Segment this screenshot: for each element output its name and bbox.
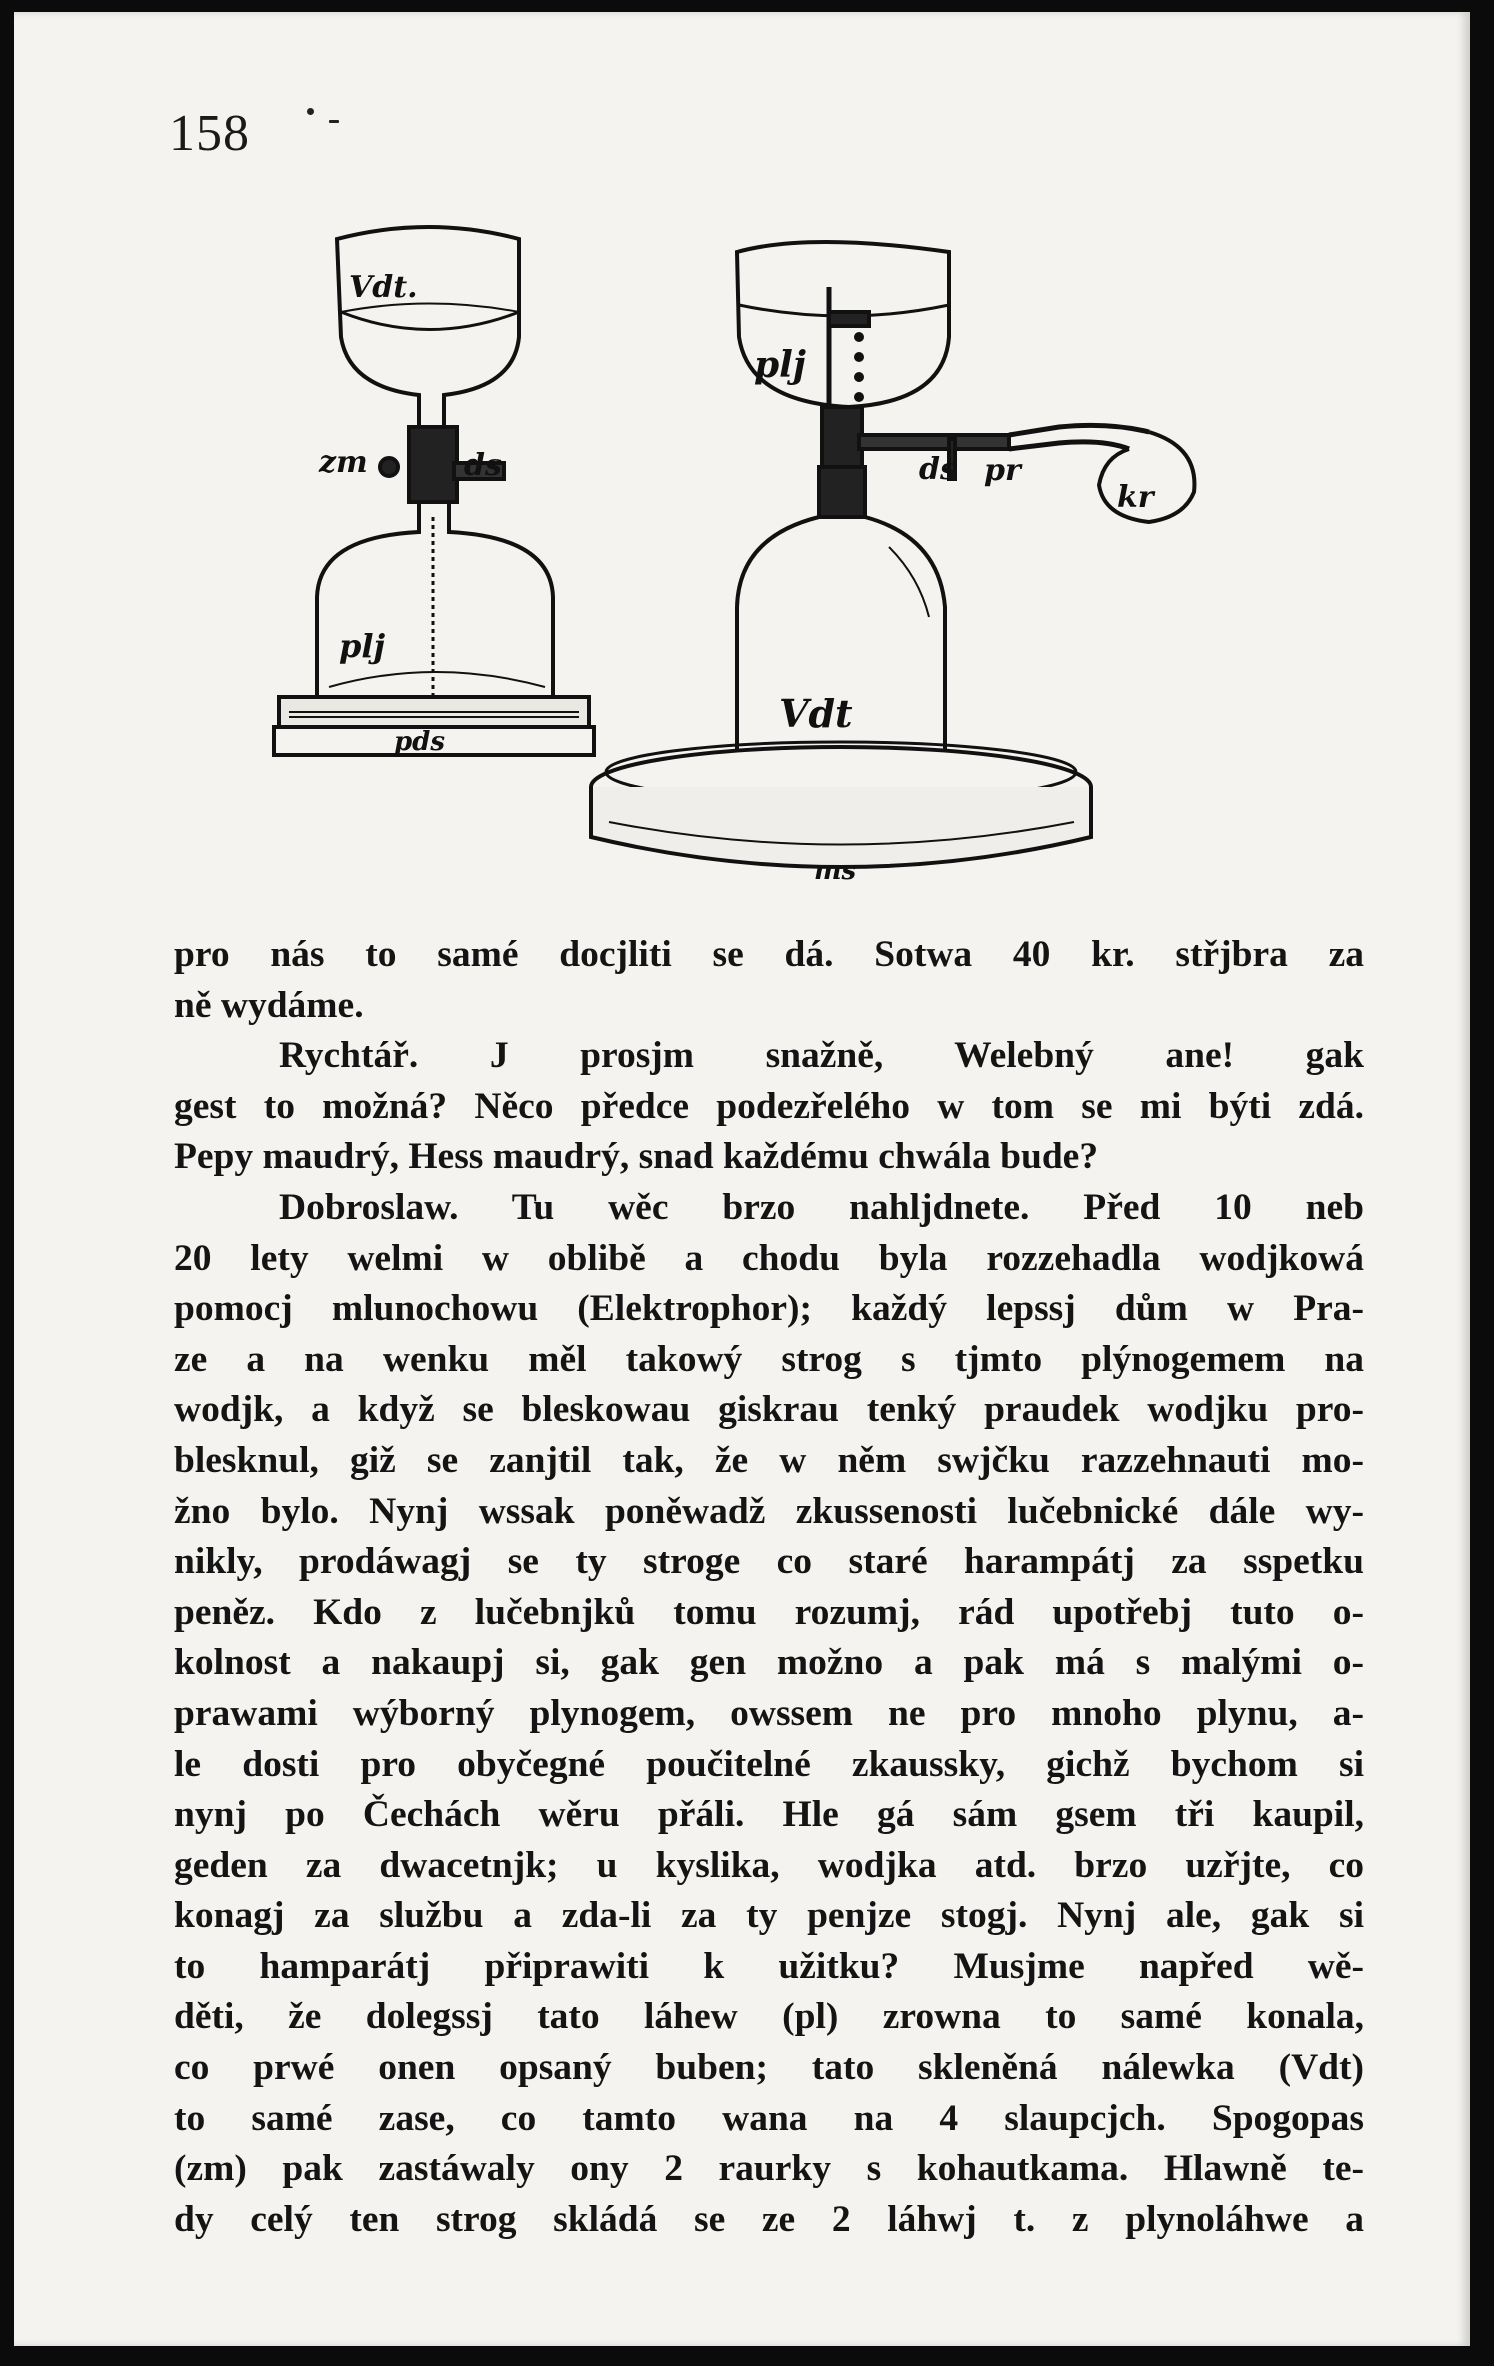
book-page — [14, 12, 1470, 2346]
text-line: geden za dwacetnjk; u kyslika, wodjka atd. brzo uzřjte, co — [174, 1844, 1364, 1886]
label-plj-left: plj — [339, 627, 386, 665]
text-line: ně wydáme. — [174, 984, 364, 1026]
text-line: wodjk, a když se bleskowau giskrau tenký praudek wodjku pro- — [174, 1389, 1364, 1431]
text-line: prawami wýborný plynogem, owssem ne pro mnoho plynu, a- — [174, 1692, 1364, 1734]
text-line: co prwé onen opsaný buben; tato skleněná nálewka (Vdt) — [174, 2047, 1364, 2089]
label-zm: zm — [319, 445, 368, 480]
text-line: nynj po Čechách wěru přáli. Hle gá sám gsem tři kaupil, — [174, 1794, 1364, 1836]
ink-speck — [329, 120, 339, 123]
left-apparatus — [274, 227, 594, 755]
ink-speck — [307, 108, 314, 115]
body-text — [174, 930, 1364, 2245]
text-line: blesknul, giž se zanjtil tak, že w něm swjčku razzehnauti mo- — [174, 1439, 1364, 1481]
label-ds-left: ds — [464, 448, 502, 483]
label-ms: ms — [814, 856, 857, 886]
text-line: 20 lety welmi w oblibě a chodu byla rozzehadla wodjkowá — [174, 1237, 1364, 1279]
page-number: 158 — [169, 105, 250, 162]
text-line: to hamparátj připrawiti k užitku? Musjme napřed wě- — [174, 1945, 1364, 1987]
label-pr: pr — [984, 453, 1021, 488]
text-line: nikly, prodáwagj se ty stroge co staré harampátj za sspetku — [174, 1541, 1364, 1583]
text-line: žno bylo. Nynj wssak poněwadž zkussenosti lučebnické dále wy- — [174, 1490, 1364, 1532]
text-line: Dobroslaw. Tu wěc brzo nahljdnete. Před 10 neb — [279, 1186, 1364, 1228]
right-apparatus — [591, 242, 1194, 867]
label-vdt-left: Vdt. — [349, 270, 418, 305]
text-line: děti, že dolegssj tato láhew (pl) zrowna to samé konala, — [174, 1996, 1364, 2038]
text-line: konagj za službu a zda-li za ty penjze stogj. Nynj ale, gak si — [174, 1895, 1364, 1937]
label-pds: pds — [394, 727, 445, 757]
text-line: peněz. Kdo z lučebnjků tomu rozumj, rád upotřebj tuto o- — [174, 1591, 1364, 1633]
text-line: (zm) pak zastáwaly ony 2 raurky s kohautkama. Hlawně te- — [174, 2148, 1364, 2190]
text-line: ze a na wenku měl takowý strog s tjmto plýnogemem na — [174, 1338, 1364, 1380]
text-line: le dosti pro obyčegné poučitelné zkaussky, gichž bychom si — [174, 1743, 1364, 1785]
text-line: dy celý ten strog skládá se ze 2 láhwj t. z plynoláhwe a — [174, 2198, 1364, 2240]
text-line: gest to možná? Něco předce podezřelého w tom se mi býti zdá. — [174, 1085, 1364, 1127]
label-kr: kr — [1117, 480, 1154, 515]
text-line: kolnost a nakaupj si, gak gen možno a pak má s malými o- — [174, 1642, 1364, 1684]
label-plj-right: plj — [754, 344, 806, 386]
label-vdt-right: Vdt — [779, 691, 853, 736]
text-line: Rychtář. J prosjm snažně, Welebný ane! gak — [279, 1035, 1364, 1077]
text-line: pro nás to samé docjliti se dá. Sotwa 40 kr. střjbra za — [174, 934, 1364, 975]
label-ds-right: ds — [919, 452, 957, 487]
text-line: pomocj mlunochowu (Elektrophor); každý lepssj dům w Pra- — [174, 1288, 1364, 1330]
text-line: to samé zase, co tamto wana na 4 slaupcjch. Spogopas — [174, 2097, 1364, 2139]
text-line: Pepy maudrý, Hess maudrý, snad každému chwála bude? — [174, 1136, 1099, 1178]
apparatus-illustration — [269, 217, 1299, 917]
